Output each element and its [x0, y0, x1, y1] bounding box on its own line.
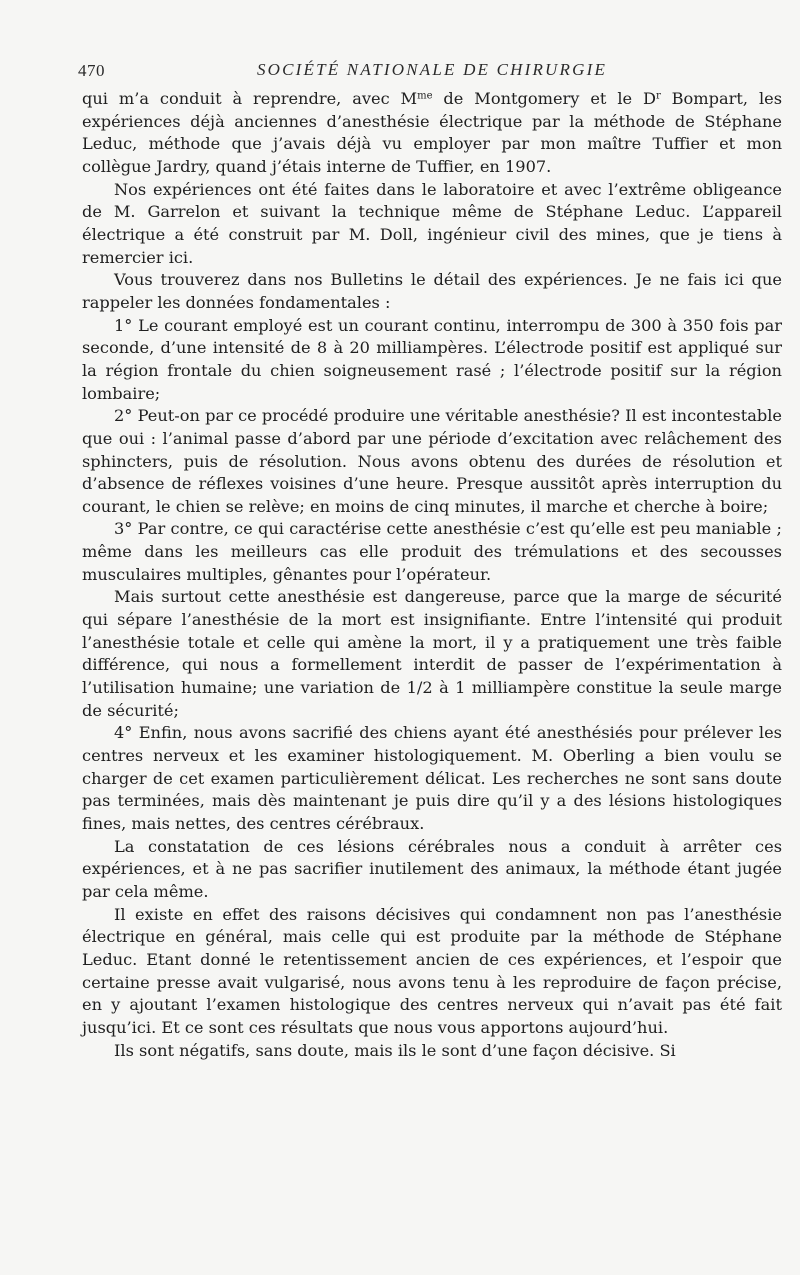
paragraph [82, 88, 782, 179]
journal-title: SOCIÉTÉ NATIONALE DE CHIRURGIE [256, 60, 608, 79]
page [78, 56, 783, 1062]
numbered-paragraph: 4° Enfin, nous avons sacrifié des chiens ayant été anesthésiés pour prélever les centres nerveux et les examiner histologiquement. M. Oberling a bien voulu se charger de cet examen particulièrement délicat. Les recherches ne sont sans doute pas terminées, mais dès maintenant je puis dire qu’il y a des lésions histologiques fines, mais nettes, des centres cérébraux. [82, 723, 782, 833]
paragraph-text: Bompart, les expériences déjà anciennes d’anesthésie électrique par la méthode de Stéphane Leduc, méthode que j’avais déjà vu employer par mon maître Tuffier et mon collègue Jardry, quand j’étais interne de Tuffier, en 1907. [82, 89, 783, 176]
superscript-abbreviation: me [417, 90, 433, 102]
paragraph: Il existe en effet des raisons décisives qui condamnent non pas l’anesthésie électrique en général, mais celle qui est produite par la méthode de Stéphane Leduc. Etant donné le retentissement ancien de ces expériences, et l’espoir que certaine presse avait vulgarisé, nous avons tenu à les reproduire de façon précise, en y ajoutant l’examen histologique des centres nerveux qui n’avait pas été fait jusqu’ici. Et ce sont ces résultats que nous vous apportons aujourd’hui. [82, 904, 782, 1037]
running-head [78, 56, 782, 80]
paragraph: Mais surtout cette anesthésie est dangereuse, parce que la marge de sécurité qui sépare l’anesthésie de la mort est insignifiante. Entre l’intensité qui produit l’anesthésie totale et celle qui amène la mort, il y a pratiquement une très faible différence, qui nous a formellement interdit de passer de l’expérimentation à l’utilisation humaine; une variation de 1/2 à 1 milliampère constitue la seule marge de sécurité; [82, 587, 782, 720]
paragraph-text: de Montgomery et le D [432, 89, 656, 108]
article-body [82, 88, 782, 1062]
paragraph: Nos expériences ont été faites dans le laboratoire et avec l’extrême obligeance de M. Garrelon et suivant la technique même de Stéphane Leduc. L’appareil électrique a été construit par M. Doll, ingénieur civil des mines, que je tiens à remercier ici. [82, 179, 782, 267]
superscript-abbreviation: r [655, 90, 661, 102]
paragraph-text: qui m’a conduit à reprendre, avec M [82, 89, 418, 108]
paragraph: Ils sont négatifs, sans doute, mais ils le sont d’une façon décisive. Si [114, 1040, 676, 1060]
paragraph: La constatation de ces lésions cérébrales nous a conduit à arrêter ces expériences, et à ne pas sacrifier inutilement des animaux, la méthode étant jugée par cela même. [82, 836, 782, 901]
page-number: 470 [78, 61, 105, 80]
numbered-paragraph: 1° Le courant employé est un courant continu, interrompu de 300 à 350 fois par seconde, d’une intensité de 8 à 20 milliampères. L’électrode positif est appliqué sur la région frontale du chien soigneusement rasé ; l’électrode positif sur la région lombaire; [82, 315, 782, 403]
paragraph: Vous trouverez dans nos Bulletins le détail des expériences. Je ne fais ici que rappeler les données fondamentales : [82, 270, 782, 312]
numbered-paragraph: 3° Par contre, ce qui caractérise cette anesthésie c’est qu’elle est peu maniable ; même dans les meilleurs cas elle produit des trémulations et des secousses musculaires multiples, gênantes pour l’opérateur. [82, 519, 782, 584]
numbered-paragraph: 2° Peut-on par ce procédé produire une véritable anesthésie? Il est incontestable que oui : l’animal passe d’abord par une période d’excitation avec relâchement des sphincters, puis de résolution. Nous avons obtenu des durées de résolution et d’absence de réflexes voisines d’une heure. Presque aussitôt après interruption du courant, le chien se relève; en moins de cinq minutes, il marche et cherche à boire; [82, 406, 782, 516]
